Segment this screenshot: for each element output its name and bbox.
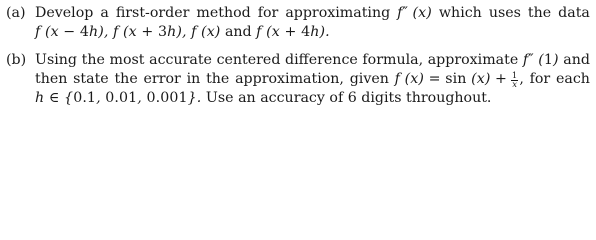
text-word: first-order <box>115 5 190 21</box>
fraction-denominator: x <box>512 80 518 90</box>
text-word: the <box>206 71 230 87</box>
text-word: an <box>238 90 256 106</box>
text-word: the <box>114 71 138 87</box>
part-a-line-2 <box>35 23 590 42</box>
math-expression: f″ (x) <box>397 5 432 21</box>
text-word: Use <box>205 90 234 106</box>
text-word: the <box>81 52 105 68</box>
text-word: 6 <box>347 90 357 106</box>
part-label: (b) <box>6 52 27 68</box>
text-word: and <box>563 52 590 68</box>
text-word: in <box>186 71 201 87</box>
part-b-line-3 <box>35 89 590 108</box>
text-word: given <box>349 71 389 87</box>
text-word: error <box>143 71 181 87</box>
text-word: Develop <box>35 5 94 21</box>
part-b <box>6 51 590 108</box>
problem-statement <box>6 4 590 108</box>
math-expression: h ∈ {0.1, 0.01, 0.001}. <box>35 90 202 106</box>
text-word: a <box>100 5 109 21</box>
text-word: Using <box>35 52 77 68</box>
math-expression: f (x − 4h), <box>35 24 109 40</box>
text-word: for <box>257 5 279 21</box>
math-expression: f (x + 4h). <box>256 24 330 40</box>
text-word: data <box>558 5 590 21</box>
text-word: approximate <box>427 52 519 68</box>
text-word: throughout. <box>406 90 492 106</box>
text-word: then <box>35 71 68 87</box>
part-a-line-1 <box>35 4 590 23</box>
text-word: accuracy <box>260 90 325 106</box>
text-word: centered <box>216 52 281 68</box>
text-word: most <box>109 52 145 68</box>
text-word: method <box>196 5 251 21</box>
text-word: accurate <box>149 52 212 68</box>
text-word: formula, <box>362 52 424 68</box>
math-group: f (x) = sin (x) + $\frac{1}{x}$ , <box>394 71 524 90</box>
text-word: of <box>329 90 344 106</box>
math-expression: f (x) <box>191 24 221 40</box>
text-word: difference <box>285 52 358 68</box>
text-word: each <box>555 71 590 87</box>
text-word: the <box>527 5 552 21</box>
fraction-numerator: 1 <box>511 71 518 81</box>
math-expression: f″ (1) <box>522 52 559 68</box>
text-word: for <box>529 71 551 87</box>
part-b-line-2 <box>35 70 590 89</box>
fraction <box>511 72 518 89</box>
text-word: which <box>438 5 482 21</box>
text-word: approximation, <box>235 71 344 87</box>
math-expression: f (x) = sin (x) + <box>394 71 508 87</box>
text-word: and <box>224 24 252 40</box>
text-word: state <box>73 71 109 87</box>
text-word: approximating <box>285 5 391 21</box>
text-word: digits <box>361 90 402 106</box>
math-expression: f (x + 3h), <box>113 24 187 40</box>
part-b-line-1 <box>35 51 590 70</box>
text-word: uses <box>488 5 521 21</box>
part-a <box>6 4 590 42</box>
part-label: (a) <box>6 5 26 21</box>
